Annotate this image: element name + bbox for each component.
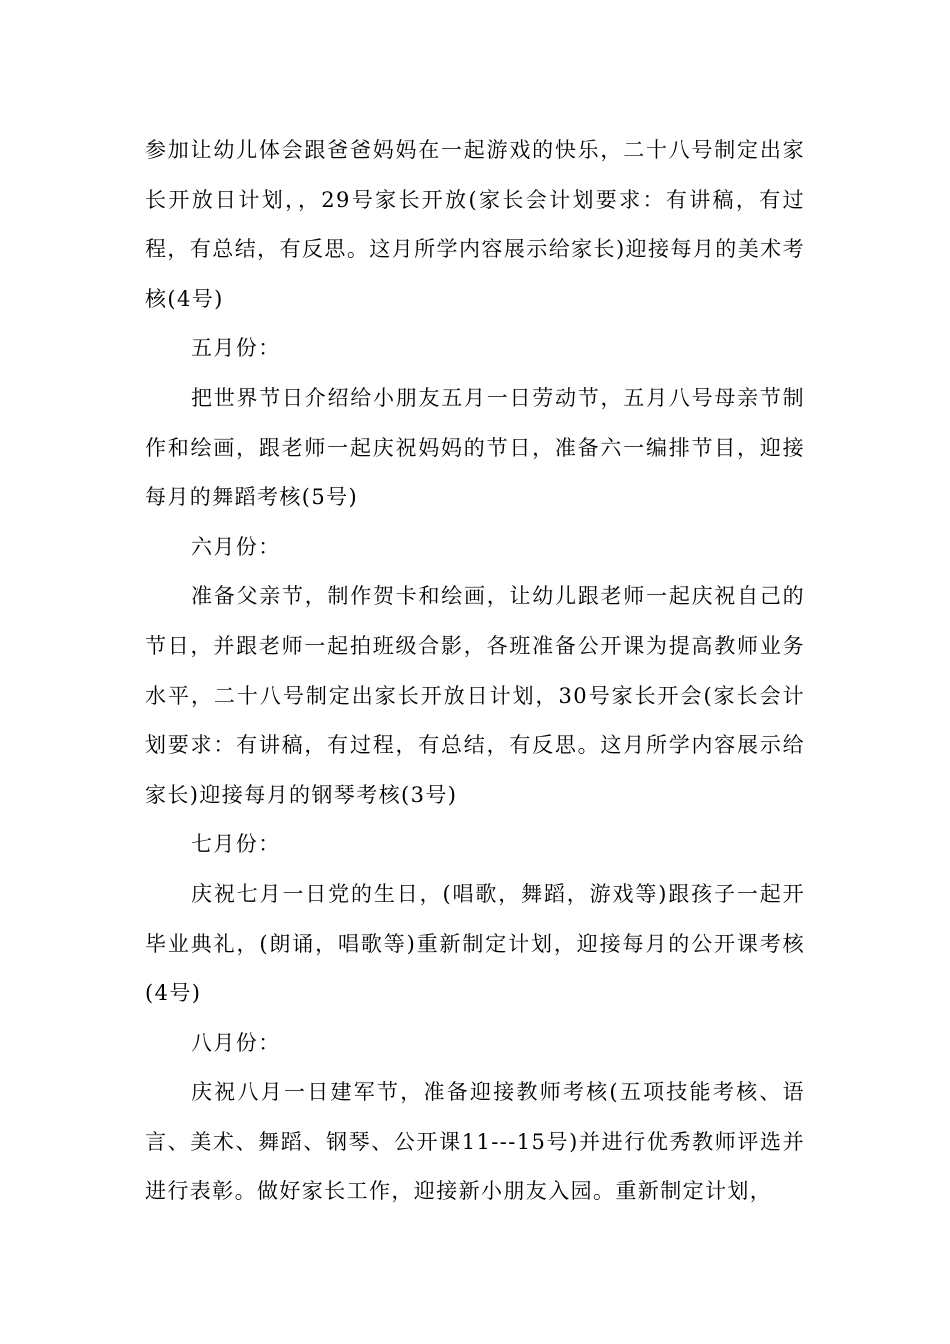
paragraph-april-continued: 参加让幼儿体会跟爸爸妈妈在一起游戏的快乐，二十八号制定出家长开放日计划，，29号家长开放(家长会计划要求：有讲稿，有过程，有总结，有反思。这月所学内容展示给家长)迎接每月的美术考核(4号) [145,138,805,311]
paragraph-august: 庆祝八月一日建军节，准备迎接教师考核(五项技能考核、语言、美术、舞蹈、钢琴、公开课11---15号)并进行优秀教师评选并进行表彰。做好家长工作，迎接新小朋友入园。重新制定计划， [145,1080,805,1204]
heading-june: 六月份： [191,534,281,559]
heading-may: 五月份： [191,336,281,361]
paragraph-june: 准备父亲节，制作贺卡和绘画，让幼儿跟老师一起庆祝自己的节日，并跟老师一起拍班级合影，各班准备公开课为提高教师业务水平，二十八号制定出家长开放日计划，30号家长开会(家长会计划要求：有讲稿，有过程，有总结，有反思。这月所学内容展示给家长)迎接每月的钢琴考核(3号) [145,584,805,807]
document-body [145,126,805,1217]
paragraph-july: 庆祝七月一日党的生日，(唱歌，舞蹈，游戏等)跟孩子一起开毕业典礼，(朗诵，唱歌等)重新制定计划，迎接每月的公开课考核(4号) [145,881,805,1006]
heading-july: 七月份： [191,832,281,857]
paragraph-may: 把世界节日介绍给小朋友五月一日劳动节，五月八号母亲节制作和绘画，跟老师一起庆祝妈妈的节日，准备六一编排节目，迎接每月的舞蹈考核(5号) [145,385,805,510]
heading-august: 八月份： [191,1030,281,1055]
